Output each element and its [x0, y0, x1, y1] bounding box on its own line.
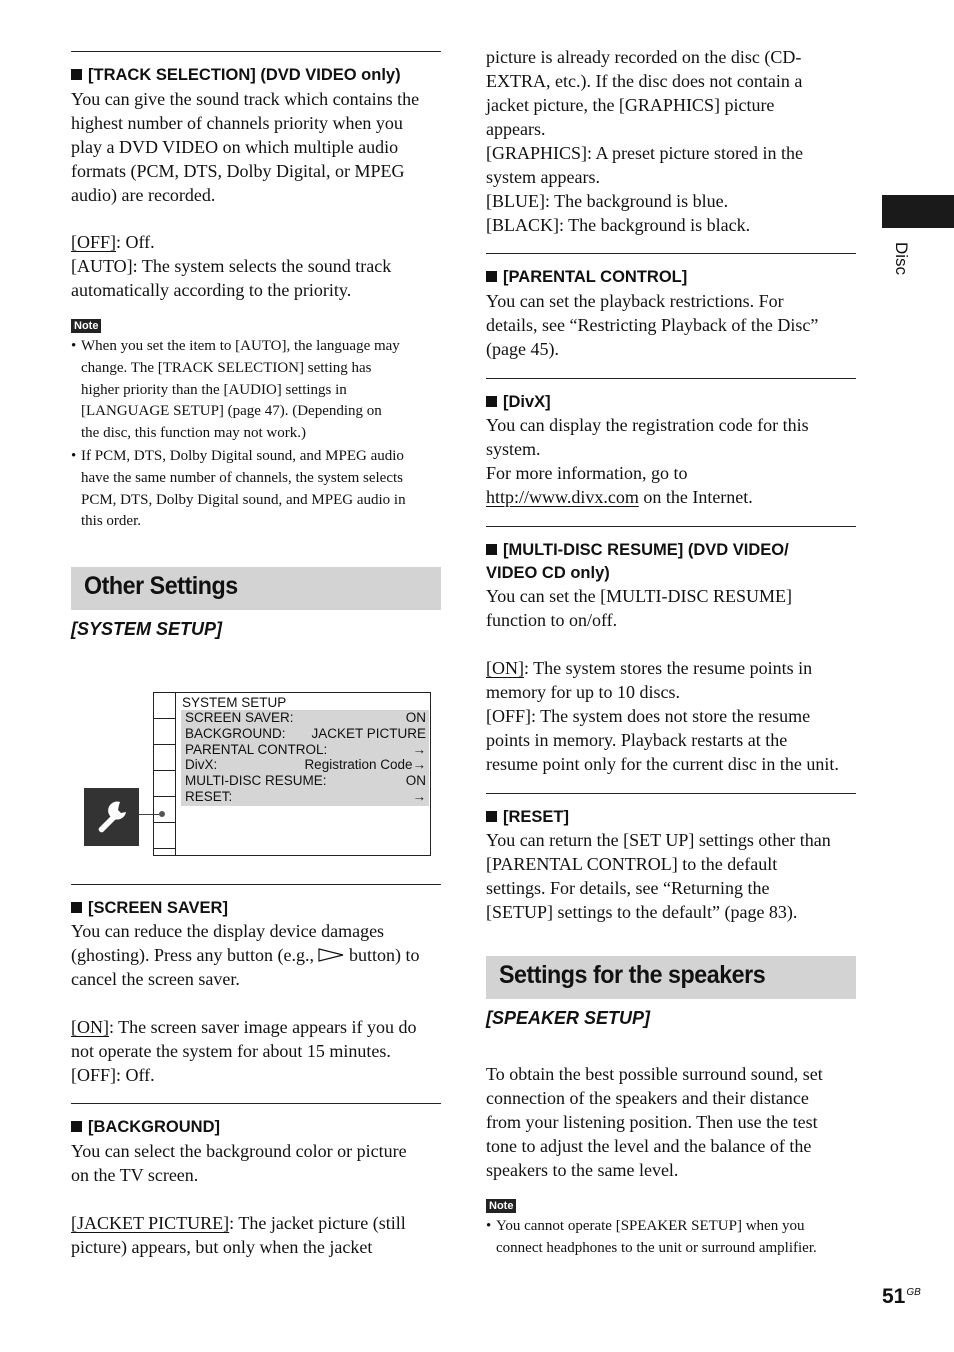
note-list: [486, 1216, 817, 1260]
note-badge: Note: [486, 1199, 516, 1213]
section-rule: [71, 51, 441, 52]
menu-tab: [154, 771, 175, 797]
menu-row: DivX: Registration Code→: [185, 757, 426, 773]
divx-link[interactable]: http://www.divx.com: [486, 487, 639, 507]
square-bullet-icon: [486, 544, 497, 555]
background-heading: [BACKGROUND]: [71, 1116, 220, 1139]
menu-row: RESET: →: [185, 788, 426, 804]
menu-tabs: [154, 693, 176, 855]
section-rule: [71, 884, 441, 885]
square-bullet-icon: [486, 271, 497, 282]
square-bullet-icon: [71, 902, 82, 913]
play-triangle-icon: [318, 945, 344, 965]
menu-tab: [154, 693, 175, 719]
section-rule: [486, 378, 856, 379]
system-setup-menu: [153, 692, 431, 856]
section-rule: [486, 253, 856, 254]
menu-row: MULTI-DISC RESUME: ON: [185, 773, 426, 789]
menu-tab: [154, 745, 175, 771]
section-rule: [71, 1103, 441, 1104]
note-list: [71, 336, 406, 533]
background-continued: picture is already recorded on the disc (CD- EXTRA, etc.). If the disc does not contain a jacket picture, the [GRAPHICS] picture appears. [GRAPHICS]: A preset picture stored in the system appears. [BLUE]: The background is blue. [BLACK]: The background is black.: [486, 47, 803, 235]
note-item: • When you set the item to [AUTO], the language may change. The [TRACK SELECTION] setting has higher priority than the [AUDIO] settings in [LANGUAGE SETUP] (page 47). (Depending on the disc, this function may not work.): [71, 338, 400, 442]
menu-row: SCREEN SAVER: ON: [185, 710, 426, 725]
menu-tab: [154, 797, 175, 823]
chapter-label: Disc: [892, 242, 911, 276]
speaker-setup-subhead: [SPEAKER SETUP]: [486, 1008, 651, 1028]
multi-disc-heading: [MULTI-DISC RESUME] (DVD VIDEO/: [486, 539, 789, 562]
track-selection-heading: [TRACK SELECTION] (DVD VIDEO only): [71, 64, 401, 87]
note-item: • You cannot operate [SPEAKER SETUP] when you connect headphones to the unit or surround amplifier.: [486, 1218, 817, 1256]
note-badge: Note: [71, 319, 101, 333]
screen-saver-heading: [SCREEN SAVER]: [71, 897, 228, 920]
note-item: • If PCM, DTS, Dolby Digital sound, and MPEG audio have the same number of channels, the system selects PCM, DTS, Dolby Digital sound, and MPEG audio in this order.: [71, 447, 406, 530]
track-selection-body: You can give the sound track which contains the highest number of channels priority when you play a DVD VIDEO on which multiple audio formats (PCM, DTS, Dolby Digital, or MPEG audio) are recorded.: [71, 89, 420, 205]
parental-control-heading: [PARENTAL CONTROL]: [486, 266, 687, 289]
menu-tab: [154, 719, 175, 745]
multi-disc-body: You can set the [MULTI-DISC RESUME] function to on/off. [ON]: The system stores the resume points in memory for up to 10 discs. [OFF]: The system does not store the resume points in memory. Playback restarts at the resume point only for the current disc in the unit.: [486, 586, 839, 774]
other-settings-banner: Other Settings: [71, 567, 441, 610]
menu-panel: [181, 710, 429, 806]
speakers-body: To obtain the best possible surround sound, set connection of the speakers and their distance from your listening position. Then use the test tone to adjust the level and the balance of the speakers to the same level.: [486, 1064, 823, 1180]
menu-tab: [154, 823, 175, 849]
wrench-icon: [84, 788, 139, 846]
screen-saver-body: You can reduce the display device damages (ghosting). Press any button (e.g., button) to cancel the screen saver. [ON]: The screen saver image appears if you do not operate the system for about 15 minutes. [OFF]: Off.: [71, 921, 420, 1085]
divx-body: You can display the registration code for this system. For more information, go to http://www.divx.com on the Internet.: [486, 415, 809, 507]
chapter-tab: [882, 195, 954, 228]
background-body: You can select the background color or picture on the TV screen. [JACKET PICTURE]: The jacket picture (still picture) appears, but only when the jacket: [71, 1141, 407, 1257]
square-bullet-icon: [71, 1121, 82, 1132]
menu-row: PARENTAL CONTROL: →: [185, 741, 426, 757]
section-rule: [486, 526, 856, 527]
page-number: $51^{GB}$: [882, 1285, 921, 1308]
square-bullet-icon: [486, 811, 497, 822]
divx-heading: [DivX]: [486, 391, 551, 414]
section-rule: [486, 793, 856, 794]
reset-body: You can return the [SET UP] settings other than [PARENTAL CONTROL] to the default settings. For details, see “Returning the [SETUP] settings to the default” (page 83).: [486, 830, 831, 922]
multi-disc-heading-2: VIDEO CD only): [486, 564, 610, 582]
parental-control-body: You can set the playback restrictions. For details, see “Restricting Playback of the Disc” (page 45).: [486, 291, 819, 359]
system-setup-subhead: [SYSTEM SETUP]: [71, 619, 223, 639]
square-bullet-icon: [71, 69, 82, 80]
reset-heading: [RESET]: [486, 806, 569, 829]
speakers-banner: Settings for the speakers: [486, 956, 856, 999]
menu-row: BACKGROUND: JACKET PICTURE: [185, 725, 426, 741]
track-selection-options: [OFF]: Off. [AUTO]: The system selects the sound track automatically according to the priority.: [71, 232, 392, 300]
square-bullet-icon: [486, 396, 497, 407]
menu-title: SYSTEM SETUP: [182, 695, 287, 710]
